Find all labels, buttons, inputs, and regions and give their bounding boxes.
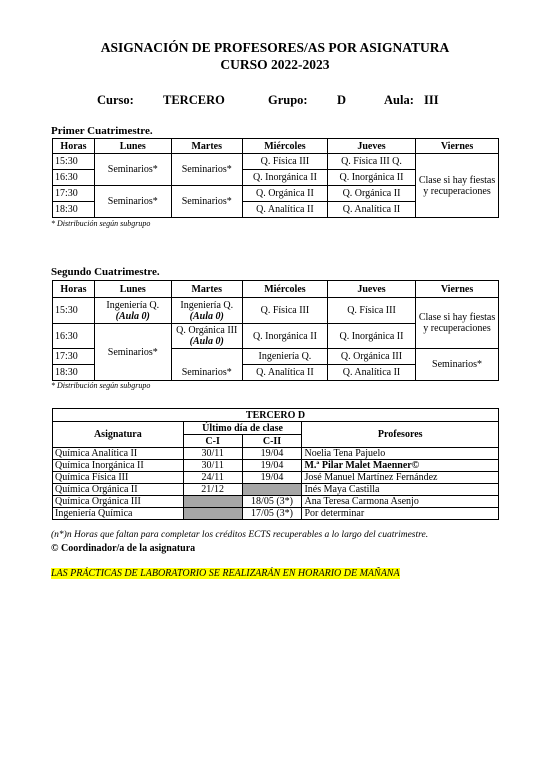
martes-cell: Seminarios*: [171, 186, 242, 218]
asignatura-cell: Química Física III: [53, 472, 184, 484]
jueves-cell: Q. Física III: [327, 298, 415, 324]
first-semester-table: [52, 138, 499, 218]
c2-cell-empty: [242, 484, 302, 496]
col-lunes: Lunes: [94, 281, 171, 298]
col-profesores: Profesores: [302, 422, 499, 448]
aula-label: Aula:: [384, 93, 414, 107]
martes-cell: [171, 324, 242, 349]
table-row: [53, 484, 499, 496]
jueves-cell: Q. Orgánica II: [327, 186, 415, 202]
c1-cell-empty: [183, 508, 242, 520]
c1-cell: 24/11: [183, 472, 242, 484]
miercoles-cell: Q. Inorgánica II: [242, 170, 327, 186]
martes-cell: [171, 349, 242, 365]
jueves-cell: Q. Analítica II: [327, 202, 415, 218]
profesor-cell: Noelia Tena Pajuelo: [302, 448, 499, 460]
jueves-cell: Q. Orgánica III: [327, 349, 415, 365]
c2-cell: 19/04: [242, 448, 302, 460]
aula-text: (Aula 0): [189, 310, 224, 322]
hour-cell: 17:30: [53, 186, 95, 202]
viernes-cell: Clase si hay fiestas y recuperaciones: [416, 154, 499, 218]
table-row: [53, 496, 499, 508]
col-c2: C-II: [242, 435, 302, 448]
col-horas: Horas: [53, 139, 95, 154]
curso-value: TERCERO: [163, 93, 225, 107]
miercoles-cell: Q. Física III: [242, 154, 327, 170]
miercoles-cell: Q. Inorgánica II: [242, 324, 327, 349]
aula-value: III: [424, 93, 439, 107]
hour-cell: 18:30: [53, 365, 95, 381]
profesor-cell: Inés Maya Castilla: [302, 484, 499, 496]
col-viernes: Viernes: [416, 139, 499, 154]
c1-cell: 30/11: [183, 460, 242, 472]
col-lunes: Lunes: [94, 139, 171, 154]
aula-text: (Aula 0): [189, 336, 224, 347]
c2-cell: 17/05 (3*): [242, 508, 302, 520]
col-martes: Martes: [171, 139, 242, 154]
table-row: [53, 460, 499, 472]
cell-text: Ingeniería Q.: [106, 299, 160, 311]
c1-cell: 30/11: [183, 448, 242, 460]
col-martes: Martes: [171, 281, 242, 298]
hour-cell: 18:30: [53, 202, 95, 218]
col-asignatura: Asignatura: [53, 422, 184, 448]
miercoles-cell: Q. Analítica II: [242, 202, 327, 218]
lunes-cell: Seminarios*: [94, 186, 171, 218]
table-row: [53, 508, 499, 520]
col-ultimo-dia: Último día de clase: [183, 422, 302, 435]
c2-cell: 18/05 (3*): [242, 496, 302, 508]
second-note: * Distribución según subgrupo: [51, 381, 151, 390]
table-row: [53, 472, 499, 484]
hour-cell: 15:30: [53, 154, 95, 170]
col-jueves: Jueves: [327, 139, 415, 154]
page-title: ASIGNACIÓN DE PROFESORES/AS POR ASIGNATURA: [100, 40, 450, 55]
group-header: TERCERO D: [53, 409, 499, 422]
cell-text: Ingeniería Q.: [180, 299, 234, 311]
hour-cell: 16:30: [53, 170, 95, 186]
second-semester-table: [52, 280, 499, 381]
profesor-cell: Por determinar: [302, 508, 499, 520]
aula-text: (Aula 0): [115, 310, 150, 322]
hour-cell: 17:30: [53, 349, 95, 365]
cell-text: Q. Orgánica III: [176, 325, 238, 336]
jueves-cell: Q. Analítica II: [327, 365, 415, 381]
miercoles-cell: Q. Física III: [242, 298, 327, 324]
col-c1: C-I: [183, 435, 242, 448]
viernes-cell: Clase si hay fiestas y recuperaciones: [416, 298, 499, 349]
profesor-cell: Ana Teresa Carmona Asenjo: [302, 496, 499, 508]
professors-table: [52, 408, 499, 520]
first-note: * Distribución según subgrupo: [51, 219, 151, 228]
profesor-cell: M.ª Pilar Malet Maenner©: [302, 460, 499, 472]
asignatura-cell: Ingeniería Química: [53, 508, 184, 520]
col-viernes: Viernes: [416, 281, 499, 298]
coordinator-note: © Coordinador/a de la asignatura: [51, 543, 196, 554]
viernes-cell: Seminarios*: [416, 349, 499, 381]
ects-footnote: (n*)n Horas que faltan para completar los créditos ECTS recuperables a lo largo del cuatrimestre.: [51, 530, 429, 540]
lunes-cell: Seminarios*: [94, 324, 171, 381]
jueves-cell: Q. Física III Q.: [327, 154, 415, 170]
c1-cell-empty: [183, 496, 242, 508]
table-row: [53, 448, 499, 460]
second-semester-title: Segundo Cuatrimestre.: [51, 266, 160, 278]
martes-cell: Seminarios*: [171, 365, 242, 381]
col-horas: Horas: [53, 281, 95, 298]
c1-cell: 21/12: [183, 484, 242, 496]
lunes-cell: [94, 298, 171, 324]
c2-cell: 19/04: [242, 472, 302, 484]
hour-cell: 15:30: [53, 298, 95, 324]
miercoles-cell: Ingeniería Q.: [242, 349, 327, 365]
jueves-cell: Q. Inorgánica II: [327, 324, 415, 349]
hour-cell: 16:30: [53, 324, 95, 349]
grupo-label: Grupo:: [268, 93, 308, 107]
course-year: CURSO 2022-2023: [220, 57, 330, 72]
miercoles-cell: Q. Orgánica II: [242, 186, 327, 202]
lab-practice-notice: LAS PRÁCTICAS DE LABORATORIO SE REALIZARÁN EN HORARIO DE MAÑANA: [51, 568, 400, 579]
profesor-cell: José Manuel Martínez Fernández: [302, 472, 499, 484]
c2-cell: 19/04: [242, 460, 302, 472]
asignatura-cell: Química Analítica II: [53, 448, 184, 460]
lunes-cell: Seminarios*: [94, 154, 171, 186]
first-semester-title: Primer Cuatrimestre.: [51, 125, 153, 137]
col-jueves: Jueves: [327, 281, 415, 298]
martes-cell: Seminarios*: [171, 154, 242, 186]
grupo-value: D: [337, 93, 347, 107]
miercoles-cell: Q. Analítica II: [242, 365, 327, 381]
col-miercoles: Miércoles: [242, 139, 327, 154]
curso-label: Curso:: [97, 93, 134, 107]
asignatura-cell: Química Orgánica II: [53, 484, 184, 496]
martes-cell: [171, 298, 242, 324]
asignatura-cell: Química Orgánica III: [53, 496, 184, 508]
jueves-cell: Q. Inorgánica II: [327, 170, 415, 186]
asignatura-cell: Química Inorgánica II: [53, 460, 184, 472]
col-miercoles: Miércoles: [242, 281, 327, 298]
